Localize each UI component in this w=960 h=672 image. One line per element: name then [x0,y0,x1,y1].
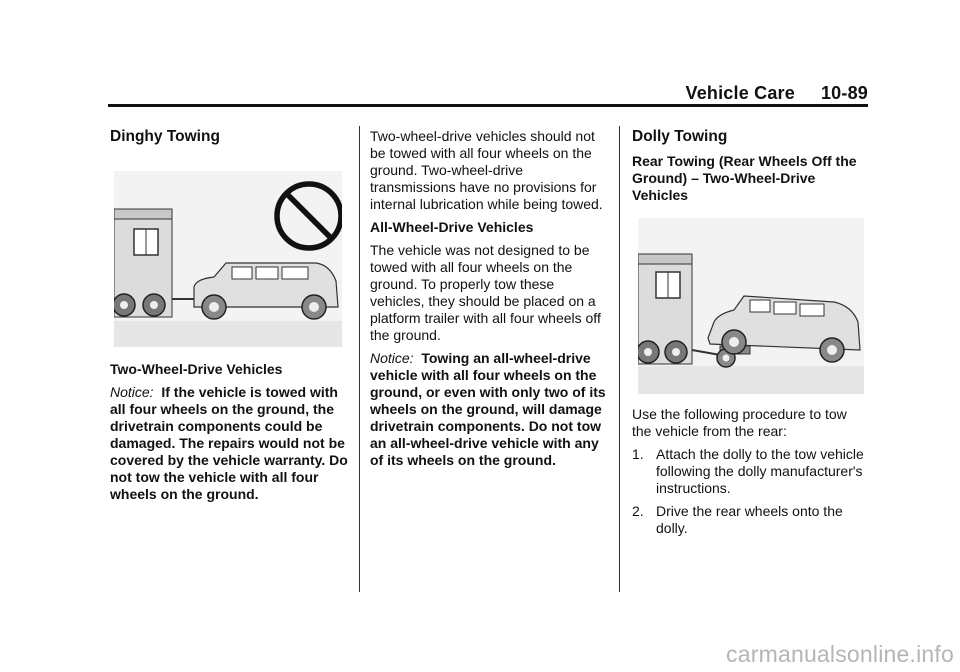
notice-paragraph [110,384,348,503]
watermark: carmanualsonline.info [726,641,954,667]
notice-text: If the vehicle is towed with all four wheels on the ground, the drivetrain components could be damaged. The repairs would not be covered by the vehicle warranty. Do not tow the vehicle with all four wheels on the ground. [110,384,348,502]
dolly-towing-illustration [638,218,864,394]
page-number: 10-89 [820,83,868,103]
dolly-towing-heading: Dolly Towing [632,128,728,145]
figure-caption: Two-Wheel-Drive Vehicles [110,361,283,377]
column-2 [370,128,608,475]
rear-towing-subheading: Rear Towing (Rear Wheels Off the Ground) – Two-Wheel-Drive Vehicles [632,153,857,203]
awd-paragraph: The vehicle was not designed to be towed with all four wheels on the ground. To properly tow these vehicles, they should be placed on a platform trailer with all four wheels off the ground. [370,242,601,343]
header-rule [108,104,868,107]
column-1 [110,128,348,509]
page-header [685,83,868,104]
notice-paragraph [370,350,608,469]
awd-subheading: All-Wheel-Drive Vehicles [370,219,534,235]
notice-text: Towing an all-wheel-drive vehicle with all four wheels on the ground, or even with only two of its wheels on the ground, will damage drivetrain components. Do not tow an all-wheel-drive vehicle with any of its wheels on the ground. [370,350,606,468]
column-3 [632,128,870,543]
column-divider [359,126,360,592]
dinghy-towing-heading: Dinghy Towing [110,128,220,145]
column-divider [619,126,620,592]
notice-label: Notice: [370,350,414,366]
list-item: 2. Drive the rear wheels onto the dolly. [632,503,843,536]
notice-label: Notice: [110,384,154,400]
procedure-steps [632,446,870,537]
two-wheel-drive-paragraph: Two-wheel-drive vehicles should not be towed with all four wheels on the ground. Two-wheel-drive transmissions have no provisions for internal lubrication while being towed. [370,128,603,212]
procedure-intro: Use the following procedure to tow the vehicle from the rear: [632,406,847,439]
dinghy-towing-illustration [114,171,342,347]
list-item: 1. Attach the dolly to the tow vehicle following the dolly manufacturer's instructions. [632,446,864,496]
section-title: Vehicle Care [685,83,795,103]
